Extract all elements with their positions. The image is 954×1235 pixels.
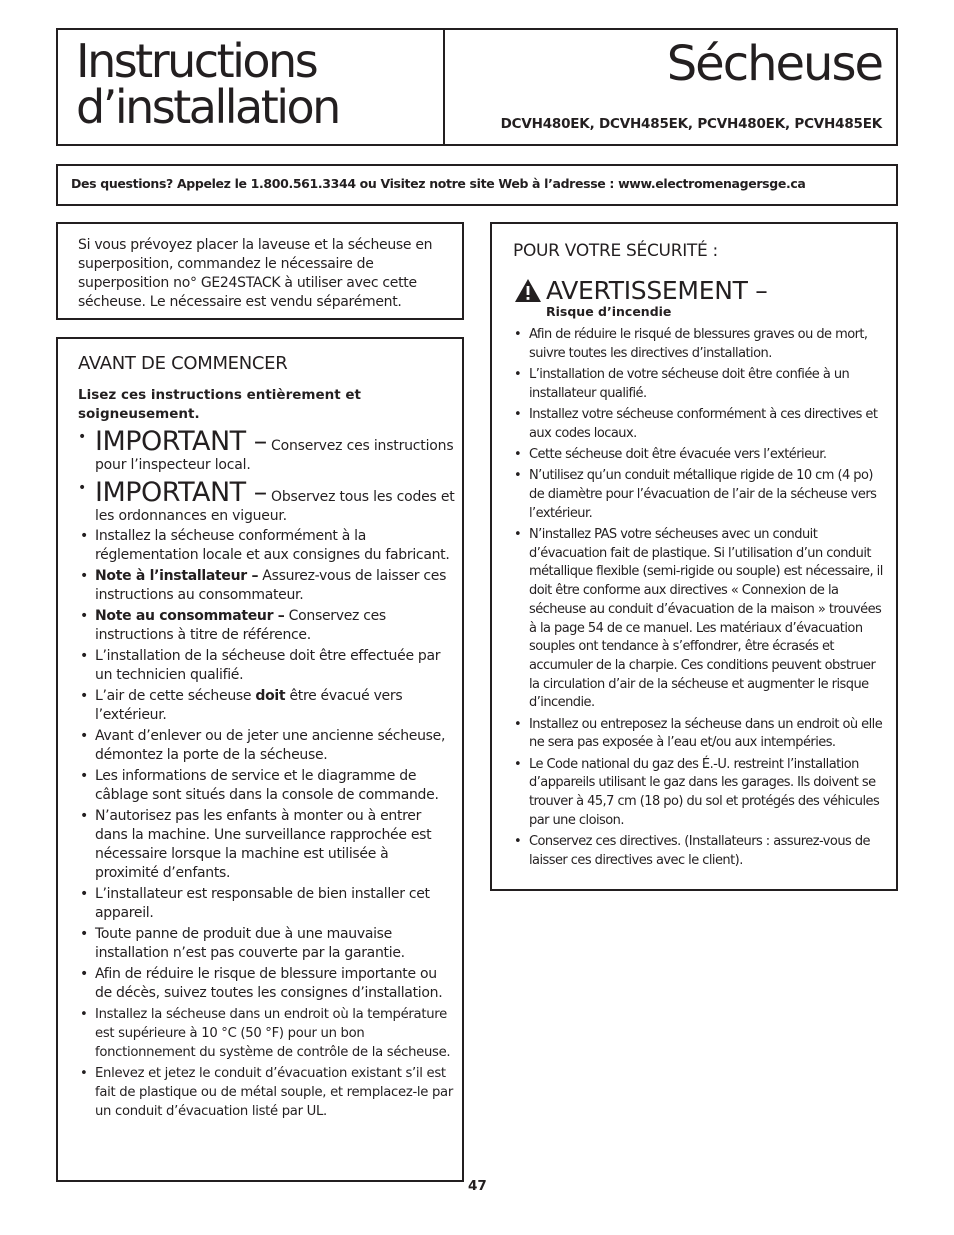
model-numbers: DCVH480EK, DCVH485EK, PCVH480EK, PCVH485EK [500, 116, 882, 132]
list-item: • Toute panne de produit due à une mauvaise installation n’est pas couverte par la garantie. [78, 925, 456, 963]
warning-title: AVERTISSEMENT – [546, 276, 768, 305]
list-item [78, 607, 456, 645]
important-text: Observez tous les codes et les ordonnances en vigueur. [95, 489, 455, 524]
important-heading: IMPORTANT – [95, 477, 267, 508]
list-item: • L’installation de la sécheuse doit être effectuée par un technicien qualifié. [78, 647, 456, 685]
important-item [78, 479, 458, 526]
list-item [78, 567, 456, 605]
safety-box [490, 222, 898, 891]
item-emphasis: doit [255, 688, 286, 704]
note-text: Assurez-vous de laisser ces instructions au consommateur. [95, 568, 447, 603]
header-product-box [443, 28, 898, 146]
list-item: • Installez votre sécheuse conformément à ces directives et aux codes locaux. [512, 406, 884, 443]
page-number: 47 [468, 1178, 487, 1194]
page-title [76, 34, 339, 134]
warning-triangle-icon [514, 278, 542, 303]
item-text: être évacué vers l’extérieur. [95, 688, 403, 723]
note-label: Note à l’installateur – [95, 568, 259, 584]
title-line-2: d’installation [76, 80, 339, 134]
list-item: • Installez la sécheuse dans un endroit où la température est supérieure à 10 °C (50 °F) pour un bon fonctionnement du système de contrôle de la sécheuse. [78, 1005, 456, 1062]
header-title-box [56, 28, 445, 146]
list-item: • N’utilisez qu’un conduit métallique rigide de 10 cm (4 po) de diamètre pour l’évacuation de l’air de la sécheuse vers l’extérieur. [512, 467, 884, 523]
stacking-note-text: Si vous prévoyez placer la laveuse et la sécheuse en superposition, commandez le nécessaire de superposition no° GE24STACK à utiliser avec cette sécheuse. Le nécessaire est vendu séparément. [78, 237, 433, 310]
list-item: • Installez ou entreposez la sécheuse dans un endroit où elle ne sera pas exposée à l’eau et/ou aux intempéries. [512, 716, 884, 753]
list-item: • L’installateur est responsable de bien installer cet appareil. [78, 885, 456, 923]
before-you-begin-box [56, 337, 464, 1182]
fire-risk-label: Risque d’incendie [546, 304, 672, 319]
title-line-1: Instructions [76, 34, 317, 88]
list-item: • Conservez ces directives. (Installateurs : assurez-vous de laisser ces directives avec le client). [512, 833, 884, 870]
list-item: • Afin de réduire le risque de blessure importante ou de décès, suivez toutes les consignes d’installation. [78, 965, 456, 1003]
note-text: Conservez ces instructions à titre de référence. [95, 608, 386, 643]
stacking-note-box [56, 222, 464, 320]
list-item: • Cette sécheuse doit être évacuée vers l’extérieur. [512, 446, 884, 465]
important-text: Conservez ces instructions pour l’inspecteur local. [95, 438, 454, 473]
list-item: • L’installation de votre sécheuse doit être confiée à un installateur qualifié. [512, 366, 884, 403]
safety-list [512, 326, 884, 873]
important-item [78, 428, 458, 475]
before-you-begin-list [78, 527, 456, 1123]
important-heading: IMPORTANT – [95, 426, 267, 457]
list-item: • Afin de réduire le risqué de blessures graves ou de mort, suivre toutes les directives d’installation. [512, 326, 884, 363]
list-item: • N’autorisez pas les enfants à monter ou à entrer dans la machine. Une surveillance rapprochée est nécessaire lorsque la machine est utilisée à proximité d’enfants. [78, 807, 456, 883]
note-label: Note au consommateur – [95, 608, 285, 624]
questions-text: Des questions? Appelez le 1.800.561.3344 ou Visitez notre site Web à l’adresse : www.electromenagersge.ca [71, 176, 806, 191]
before-you-begin-title: AVANT DE COMMENCER [78, 353, 288, 374]
list-item: • Installez la sécheuse conformément à la réglementation locale et aux consignes du fabricant. [78, 527, 456, 565]
safety-title: POUR VOTRE SÉCURITÉ : [513, 241, 718, 261]
list-item: • Avant d’enlever ou de jeter une ancienne sécheuse, démontez la porte de la sécheuse. [78, 727, 456, 765]
important-list [78, 428, 458, 530]
product-title: Sécheuse [666, 36, 882, 92]
list-item [78, 687, 456, 725]
list-item: • Enlevez et jetez le conduit d’évacuation existant s’il est fait de plastique ou de métal souple, et remplacez-le par un conduit d’évacuation listé par UL. [78, 1064, 456, 1121]
questions-banner [56, 164, 898, 206]
read-instructions-lead: Lisez ces instructions entièrement et soigneusement. [78, 387, 361, 422]
item-text: L’air de cette sécheuse [95, 688, 256, 704]
list-item: • Les informations de service et le diagramme de câblage sont situés dans la console de commande. [78, 767, 456, 805]
list-item: • N’installez PAS votre sécheuses avec un conduit d’évacuation fait de plastique. Si l’utilisation d’un conduit métallique flexible (semi-rigide ou souple) est nécessaire, il doit être conforme aux directives « Connexion de la sécheuse au conduit d’évacuation de la maison » trouvées à la page 54 de ce manuel. Les matériaux d’évacuation souples ont tendance à s’effondrer, être écrasés et accumuler de la charpie. Ces conditions peuvent obstruer la circulation d’air de la sécheuse et augmenter le risque d’incendie. [512, 526, 884, 713]
list-item: • Le Code national du gaz des É.-U. restreint l’installation d’appareils utilisant le gaz dans les garages. Ils doivent se trouver à 45,7 cm (18 po) du sol et protégés des véhicules par une cloison. [512, 756, 884, 831]
